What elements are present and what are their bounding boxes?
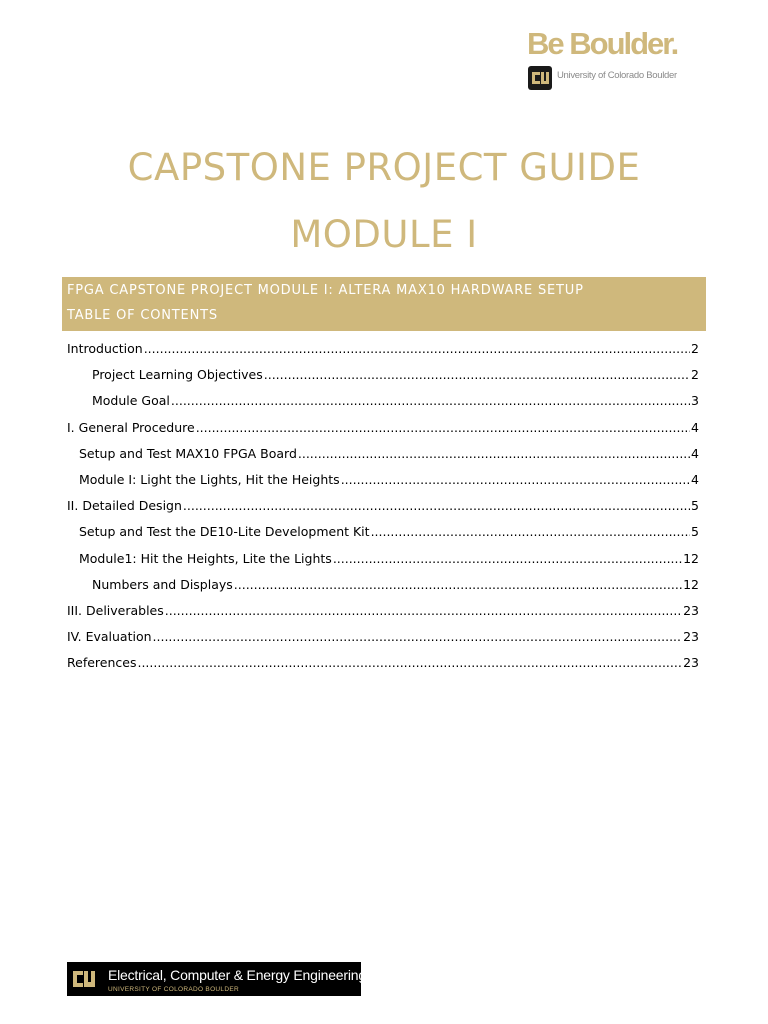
toc-entry-page: 3 (691, 393, 699, 409)
toc-entry-page: 5 (691, 524, 699, 540)
toc-entry-label: III. Deliverables (67, 602, 164, 618)
toc-entry-page: 23 (683, 655, 699, 671)
toc-leader (183, 493, 690, 519)
toc-entry-label: Setup and Test MAX10 FPGA Board (79, 445, 297, 461)
toc-leader (196, 415, 690, 441)
toc-leader (171, 388, 690, 414)
table-of-contents (67, 336, 699, 676)
toc-entry[interactable] (67, 650, 699, 676)
toc-entry[interactable] (67, 388, 699, 414)
toc-entry[interactable] (67, 362, 699, 388)
toc-entry-page: 12 (683, 550, 699, 566)
department-name: Electrical, Computer & Energy Engineering (108, 967, 366, 983)
toc-entry-label: Project Learning Objectives (92, 367, 263, 383)
toc-entry-label: Module1: Hit the Heights, Lite the Lights (79, 550, 332, 566)
department-logo (67, 962, 366, 996)
toc-entry-label: Module Goal (92, 393, 170, 409)
toc-entry-page: 4 (691, 445, 699, 461)
document-title: CAPSTONE PROJECT GUIDE (127, 146, 641, 189)
cu-logo-icon (70, 965, 98, 993)
toc-leader (165, 598, 682, 624)
toc-entry[interactable] (67, 572, 699, 598)
toc-leader (298, 441, 690, 467)
cu-logo-icon (528, 66, 552, 90)
toc-entry[interactable] (67, 467, 699, 493)
toc-leader (137, 650, 682, 676)
toc-leader (234, 572, 682, 598)
toc-entry[interactable] (67, 415, 699, 441)
toc-entry-page: 4 (691, 471, 699, 487)
document-subtitle: MODULE I (290, 213, 478, 256)
toc-entry-label: Setup and Test the DE10-Lite Development Kit (79, 524, 370, 540)
toc-entry-page: 5 (691, 498, 699, 514)
toc-entry-label: IV. Evaluation (67, 629, 152, 645)
toc-entry-label: II. Detailed Design (67, 498, 182, 514)
section-banner (62, 277, 706, 331)
toc-leader (371, 519, 690, 545)
toc-entry[interactable] (67, 624, 699, 650)
toc-entry-page: 2 (691, 341, 699, 356)
toc-entry-page: 23 (683, 602, 699, 618)
toc-heading: TABLE OF CONTENTS (67, 308, 218, 323)
banner-heading: FPGA CAPSTONE PROJECT MODULE I: ALTERA MAX10 HARDWARE SETUP (67, 283, 584, 298)
toc-entry[interactable] (67, 546, 699, 572)
toc-entry-label: Introduction (67, 341, 143, 356)
toc-entry[interactable] (67, 441, 699, 467)
toc-entry-label: Numbers and Displays (92, 576, 233, 592)
toc-entry[interactable] (67, 336, 699, 362)
toc-entry-page: 2 (691, 367, 699, 383)
brand-logo (527, 26, 702, 90)
brand-tagline: Be Boulder. (527, 26, 678, 61)
toc-entry-label: Module I: Light the Lights, Hit the Heights (79, 471, 340, 487)
toc-entry-label: I. General Procedure (67, 419, 195, 435)
toc-leader (144, 336, 690, 362)
toc-leader (341, 467, 690, 493)
toc-leader (333, 546, 682, 572)
toc-entry[interactable] (67, 519, 699, 545)
toc-entry-page: 23 (683, 629, 699, 645)
department-university: UNIVERSITY OF COLORADO BOULDER (108, 986, 239, 993)
toc-leader (153, 624, 683, 650)
toc-leader (264, 362, 690, 388)
toc-entry[interactable] (67, 493, 699, 519)
toc-entry[interactable] (67, 598, 699, 624)
toc-entry-label: References (67, 655, 137, 671)
toc-entry-page: 12 (683, 576, 699, 592)
toc-entry-page: 4 (691, 419, 699, 435)
university-name: University of Colorado Boulder (557, 70, 677, 81)
